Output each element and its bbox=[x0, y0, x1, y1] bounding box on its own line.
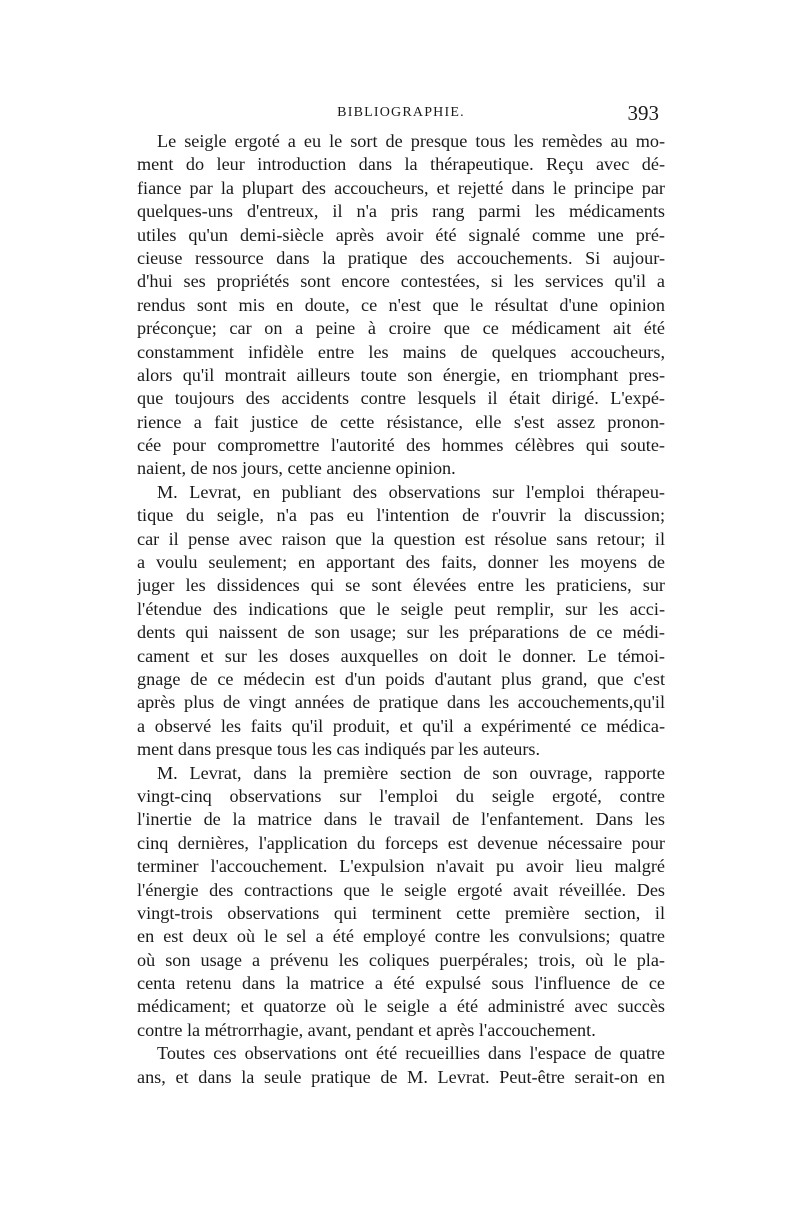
text-line: tique du seigle, n'a pas eu l'intention de r'ouvrir la discussion; bbox=[137, 505, 665, 526]
text-line: juger les dissidences qui se sont élevées entre les praticiens, sur bbox=[137, 575, 665, 596]
text-line: d'hui ses propriétés sont encore contestées, si les services qu'il a bbox=[137, 271, 665, 292]
text-line: l'énergie des contractions que le seigle ergoté avait réveillée. Des bbox=[137, 879, 665, 900]
text-line: a observé les faits qu'il produit, et qu'il a expérimenté ce médica- bbox=[137, 715, 665, 736]
text-line: alors qu'il montrait ailleurs toute son énergie, en triomphant pres- bbox=[137, 364, 665, 385]
text-line: a voulu seulement; en apportant des faits, donner les moyens de bbox=[137, 552, 665, 573]
text-line: vingt-cinq observations sur l'emploi du seigle ergoté, contre bbox=[137, 785, 665, 806]
text-line: rendus sont mis en doute, ce n'est que le résultat d'une opinion bbox=[137, 294, 665, 315]
paragraph-1 bbox=[137, 130, 665, 481]
text-line: cée pour compromettre l'autorité des hommes célèbres qui soute- bbox=[137, 435, 665, 456]
text-line: Toutes ces observations ont été recueillies dans l'espace de quatre bbox=[157, 1043, 665, 1064]
text-line: ans, et dans la seule pratique de M. Levrat. Peut-être serait-on en bbox=[137, 1066, 665, 1087]
text-line: préconçue; car on a peine à croire que ce médicament ait été bbox=[137, 318, 665, 339]
text-line: fiance par la plupart des accoucheurs, et rejetté dans le principe par bbox=[137, 177, 665, 198]
paragraph-2 bbox=[137, 481, 665, 762]
text-line: vingt-trois observations qui terminent cette première section, il bbox=[137, 902, 665, 923]
text-line: gnage de ce médecin est d'un poids d'autant plus grand, que c'est bbox=[137, 668, 665, 689]
text-line: l'étendue des indications que le seigle peut remplir, sur les acci- bbox=[137, 598, 665, 619]
text-line: ment do leur introduction dans la thérapeutique. Reçu avec dé- bbox=[137, 154, 665, 175]
text-line: où son usage a prévenu les coliques puerpérales; trois, où le pla- bbox=[137, 949, 665, 970]
running-header bbox=[137, 101, 665, 127]
paragraph-3 bbox=[137, 762, 665, 1043]
text-line: ment dans presque tous les cas indiqués par les auteurs. bbox=[137, 739, 541, 760]
page-number: 393 bbox=[627, 101, 659, 125]
text-line: que toujours des accidents contre lesquels il était dirigé. L'expé- bbox=[137, 388, 665, 409]
text-line: quelques-uns d'entreux, il n'a pris rang parmi les médicaments bbox=[137, 201, 665, 222]
text-line: M. Levrat, en publiant des observations sur l'emploi thérapeu- bbox=[157, 481, 665, 502]
text-line: centa retenu dans la matrice a été expulsé sous l'influence de ce bbox=[137, 973, 665, 994]
text-line: naient, de nos jours, cette ancienne opinion. bbox=[137, 458, 456, 479]
text-line: en est deux où le sel a été employé contre les convulsions; quatre bbox=[137, 926, 665, 947]
text-line: car il pense avec raison que la question est résolue sans retour; il bbox=[137, 528, 665, 549]
paragraph-4 bbox=[137, 1042, 665, 1089]
text-line: dents qui naissent de son usage; sur les préparations de ce médi- bbox=[137, 622, 665, 643]
text-line: cieuse ressource dans la pratique des accouchements. Si aujour- bbox=[137, 247, 665, 268]
text-line: médicament; et quatorze où le seigle a été administré avec succès bbox=[137, 996, 665, 1017]
text-line: M. Levrat, dans la première section de son ouvrage, rapporte bbox=[157, 762, 665, 783]
text-line: cinq dernières, l'application du forceps est devenue nécessaire pour bbox=[137, 832, 665, 853]
text-line: après plus de vingt années de pratique dans les accouchements,qu'il bbox=[137, 692, 665, 713]
text-line: l'inertie de la matrice dans le travail de l'enfantement. Dans les bbox=[137, 809, 665, 830]
text-line: contre la métrorrhagie, avant, pendant et après l'accouchement. bbox=[137, 1019, 596, 1040]
text-line: Le seigle ergoté a eu le sort de presque tous les remèdes au mo- bbox=[157, 131, 665, 151]
text-line: utiles qu'un demi-siècle après avoir été signalé comme une pré- bbox=[137, 224, 665, 245]
running-title: BIBLIOGRAPHIE. bbox=[337, 105, 465, 120]
text-line: constamment infidèle entre les mains de quelques accoucheurs, bbox=[137, 341, 665, 362]
text-line: rience a fait justice de cette résistance, elle s'est assez pronon- bbox=[137, 411, 665, 432]
body-text bbox=[137, 130, 665, 1089]
text-line: terminer l'accouchement. L'expulsion n'avait pu avoir lieu malgré bbox=[137, 856, 665, 877]
text-line: cament et sur les doses auxquelles on doit le donner. Le témoi- bbox=[137, 645, 665, 666]
